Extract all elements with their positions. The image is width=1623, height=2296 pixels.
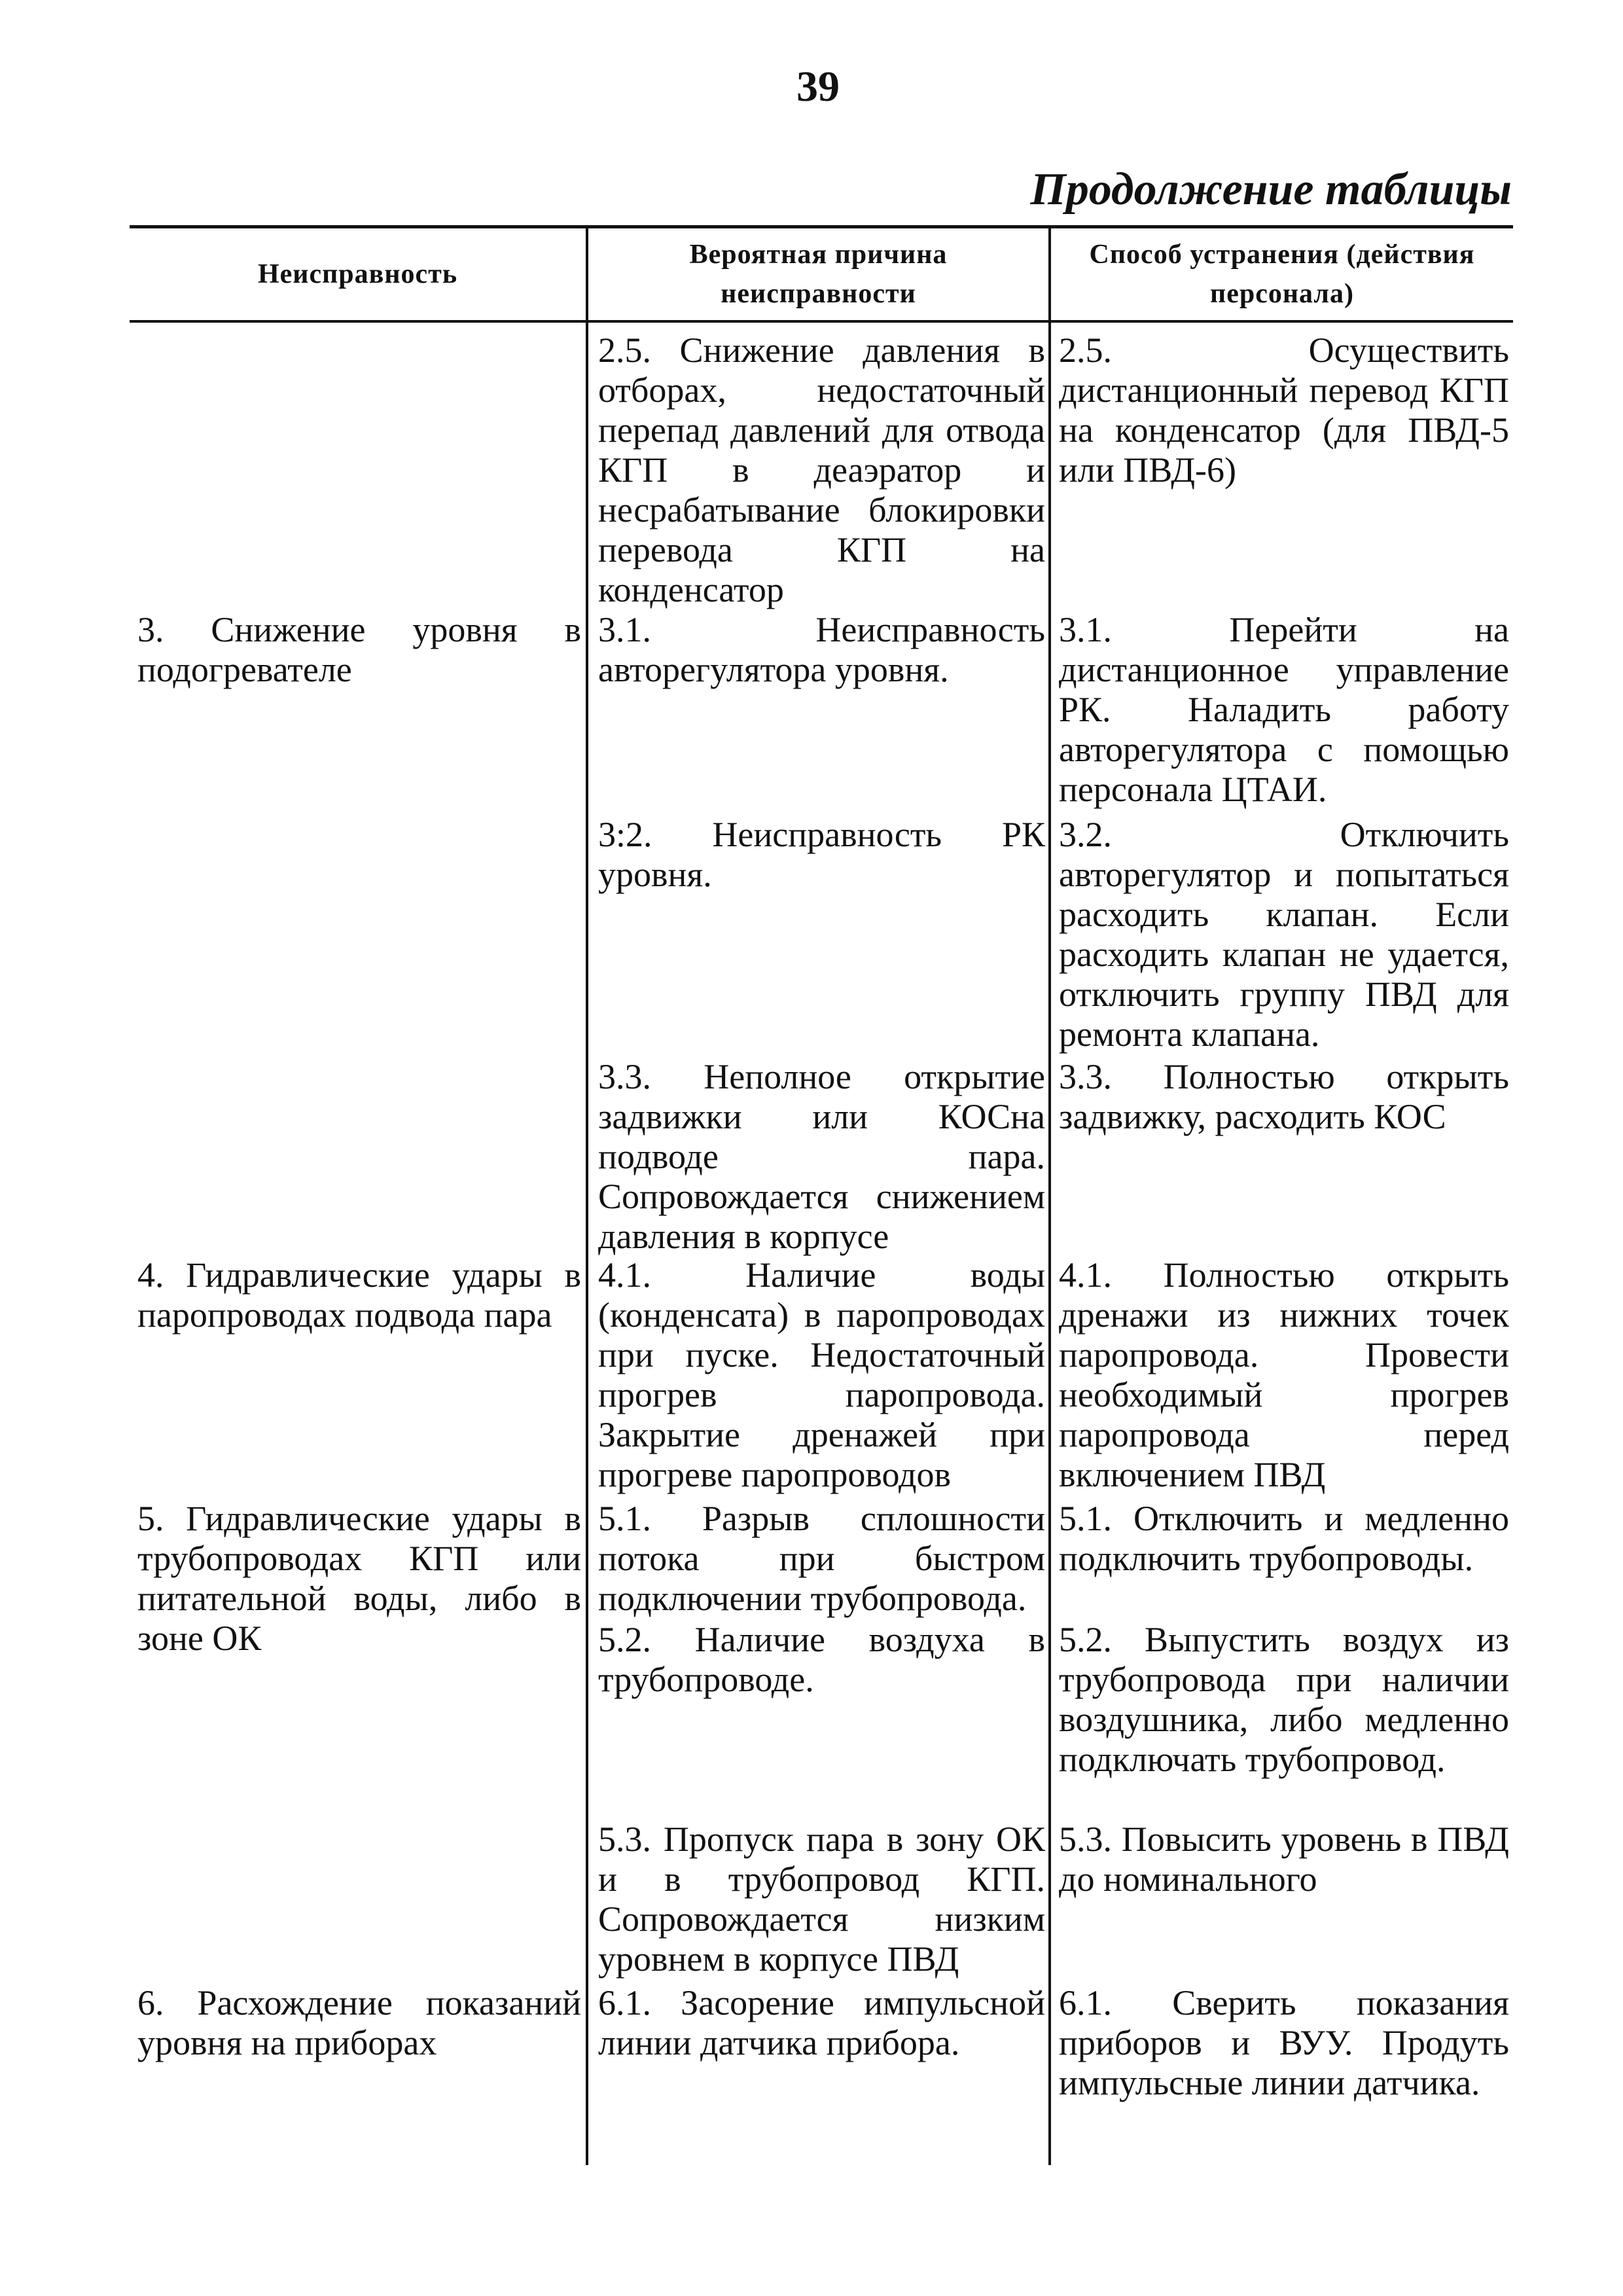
remedy-cell: 3.3. Полностью открыть задвижку, расходить КОС <box>1059 1057 1509 1136</box>
fault-cell: 4. Гидравлические удары в паропроводах подвода пара <box>137 1255 581 1335</box>
table-top-rule <box>130 225 1513 228</box>
header-remedy: Способ устранения (действия персонала) <box>1089 240 1475 309</box>
remedy-cell: 5.2. Выпустить воздух из трубопровода при наличии воздушника, либо медленно подключать трубопровод. <box>1059 1620 1509 1779</box>
table-header-rule <box>130 320 1513 323</box>
remedy-cell: 6.1. Сверить показания приборов и ВУУ. Продуть импульсные линии датчика. <box>1059 1983 1509 2102</box>
remedy-cell: 4.1. Полностью открыть дренажи из нижних точек паропровода. Провести необходимый прогрев паропровода перед включением ПВД <box>1059 1255 1509 1494</box>
column-divider-2 <box>1048 225 1051 2165</box>
remedy-cell: 3.1. Перейти на дистанционное управление РК. Наладить работу авторегулятора с помощью персонала ЦТАИ. <box>1059 610 1509 809</box>
cause-cell: 3:2. Неисправность РК уровня. <box>598 815 1045 894</box>
cause-cell: 6.1. Засорение импульсной линии датчика прибора. <box>598 1983 1045 2062</box>
cause-cell: 3.3. Неполное открытие задвижки или КОСна подводе пара. Сопровождается снижением давления в корпусе <box>598 1057 1045 1256</box>
cause-cell: 5.1. Разрыв сплошности потока при быстром подключении трубопровода. <box>598 1499 1045 1618</box>
column-divider-1 <box>586 225 588 2165</box>
remedy-cell: 2.5. Осуществить дистанционный перевод КГП на конденсатор (для ПВД-5 или ПВД-6) <box>1059 331 1509 490</box>
cause-cell: 3.1. Неисправность авторегулятора уровня. <box>598 610 1045 689</box>
remedy-cell: 3.2. Отключить авторегулятор и попытаться расходить клапан. Если расходить клапан не удается, отключить группу ПВД для ремонта клапана. <box>1059 815 1509 1054</box>
remedy-cell: 5.3. Повысить уровень в ПВД до номинального <box>1059 1820 1509 1899</box>
fault-cell: 6. Расхождение показаний уровня на приборах <box>137 1983 581 2062</box>
cause-cell: 4.1. Наличие воды (конденсата) в паропроводах при пуске. Недостаточный прогрев паропровода. Закрытие дренажей при прогреве паропроводов <box>598 1255 1045 1494</box>
header-fault: Неисправность <box>257 259 458 289</box>
fault-cell: 5. Гидравлические удары в трубопроводах КГП или питательной воды, либо в зоне ОК <box>137 1499 581 1658</box>
fault-cell: 3. Снижение уровня в подогревателе <box>137 610 581 689</box>
cause-cell: 5.3. Пропуск пара в зону ОК и в трубопровод КГП. Сопровождается низким уровнем в корпусе ПВД <box>598 1820 1045 1979</box>
page-number: 39 <box>796 63 840 111</box>
cause-cell: 5.2. Наличие воздуха в трубопроводе. <box>598 1620 1045 1699</box>
cause-cell: 2.5. Снижение давления в отборах, недостаточный перепад давлений для отвода КГП в деаэратор и несрабатывание блокировки перевода КГП на конденсатор <box>598 331 1045 609</box>
table-continuation-label: Продолжение таблицы <box>1030 164 1512 215</box>
header-cause: Вероятная причина неисправности <box>689 240 948 309</box>
remedy-cell: 5.1. Отключить и медленно подключить трубопроводы. <box>1059 1499 1509 1578</box>
